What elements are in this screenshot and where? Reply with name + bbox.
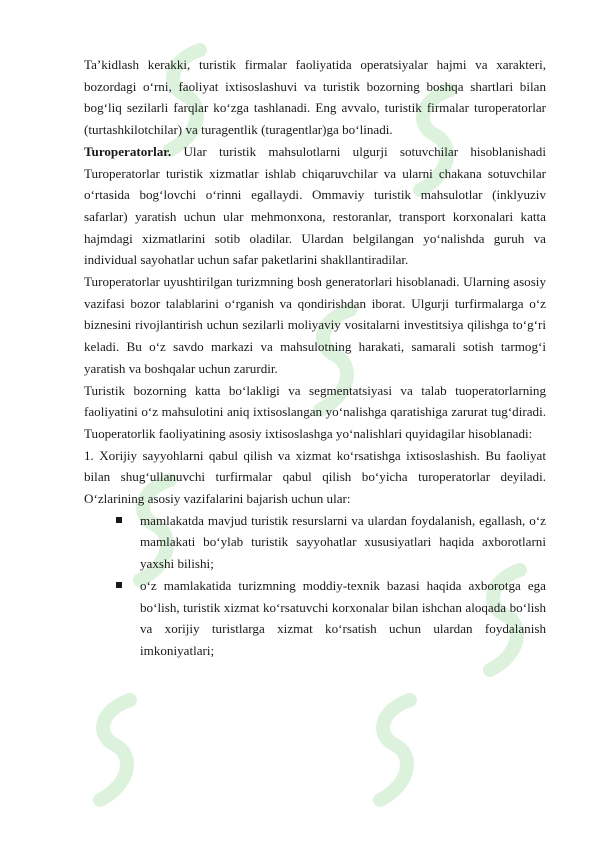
paragraph-segmentation: Turistik bozorning katta bo‘lakligi va segmentatsiyasi va talab tuoperatorlarning faoliyatini o‘z mahsulotini aniq ixtisoslangan yo‘nalishga qaratishiga zarurat tug‘diradi. Tuoperatorlik faoliyatining asosiy ixtisoslashga yo‘nalishlari quyidagilar hisoblanadi: <box>84 382 546 441</box>
list-item-text: o‘z mamlakatida turizmning moddiy-texnik bazasi haqida axborotga ega bo‘lish, turistik xizmat ko‘rsatuvchi korxonalar bilan ishchan aloqada bo‘lish va xorijiy turistlarga xizmat ko‘rsatish uchun ulardan foydalanish imkoniyatlari; <box>140 577 546 658</box>
paragraph-numbered-1: 1. Xorijiy sayyohlarni qabul qilish va xizmat ko‘rsatishga ixtisoslashish. Bu faoliyat bilan shug‘ullanuvchi turfirmalar qabul qilish bo‘yicha turoperatorlar deyiladi. O‘zlarining asosiy vazifalarini bajarish uchun ular: <box>84 447 546 507</box>
paragraph-turoperatorlar <box>84 141 546 271</box>
list-item-text: mamlakatda mavjud turistik resurslarni va ulardan foydalanish, egallash, o‘z mamlakati bo‘ylab turistik sayyohatlar xususiyatlari haqida axborotlarni yaxshi bilishi; <box>140 512 546 572</box>
bullet-list <box>84 510 546 662</box>
list-item <box>140 510 546 575</box>
list-item <box>140 575 546 662</box>
document-body <box>84 54 546 662</box>
paragraph-generators: Turoperatorlar uyushtirilgan turizmning bosh generatorlari hisoblanadi. Ularning asosiy vazifasi bozor talablarini o‘rganish va qondirishdan iborat. Ulgurji turfirmalarga o‘z biznesini rivojlantirish uchun sezilarli moliyaviy vositalarni investitsiya qilishga to‘g‘ri keladi. Bu o‘z savdo markazi va mahsulotning harakati, samarali sotish tarmog‘i yaratish va boshqalar uchun zarurdir. <box>84 274 546 376</box>
watermark-logo-icon <box>360 690 430 810</box>
paragraph-intro: Ta’kidlash kerakki, turistik firmalar faoliyatida operatsiyalar hajmi va xarakteri, bozordagi o‘rni, faoliyat ixtisoslashuvi va turistik bozorning boshqa shartlari bilan bog‘liq sezilarli farqlar ko‘zga tashlanadi. Eng avvalo, turistik firmalar turoperatorlar (turtashkilotchilar) va turagentlik (turagentlar)ga bo‘linadi. <box>84 57 546 138</box>
square-bullet-icon <box>116 517 122 523</box>
square-bullet-icon <box>116 582 122 588</box>
bold-lead-term: Turoperatorlar. <box>84 143 172 159</box>
watermark-logo-icon <box>80 690 150 810</box>
paragraph-turoperatorlar-text: Ular turistik mahsulotlarni ulgurji sotuvchilar hisoblanishadi Turoperatorlar turistik xizmatlar ishlab chiqaruvchilar va ularni chakana sotuvchilar o‘rtasida bog‘lovchi o‘rinni egallaydi. Ommaviy turistik mahsulotlar (inklyuziv safarlar) yaratish uchun ular mehmonxona, restoranlar, transport korxonalari katta hajmdagi xizmatlarini sotib oladilar. Ulardan belgilangan yo‘nalishda guruh va individual sayohatlar uchun safar paketlarini shakllantiradilar. <box>84 143 546 268</box>
